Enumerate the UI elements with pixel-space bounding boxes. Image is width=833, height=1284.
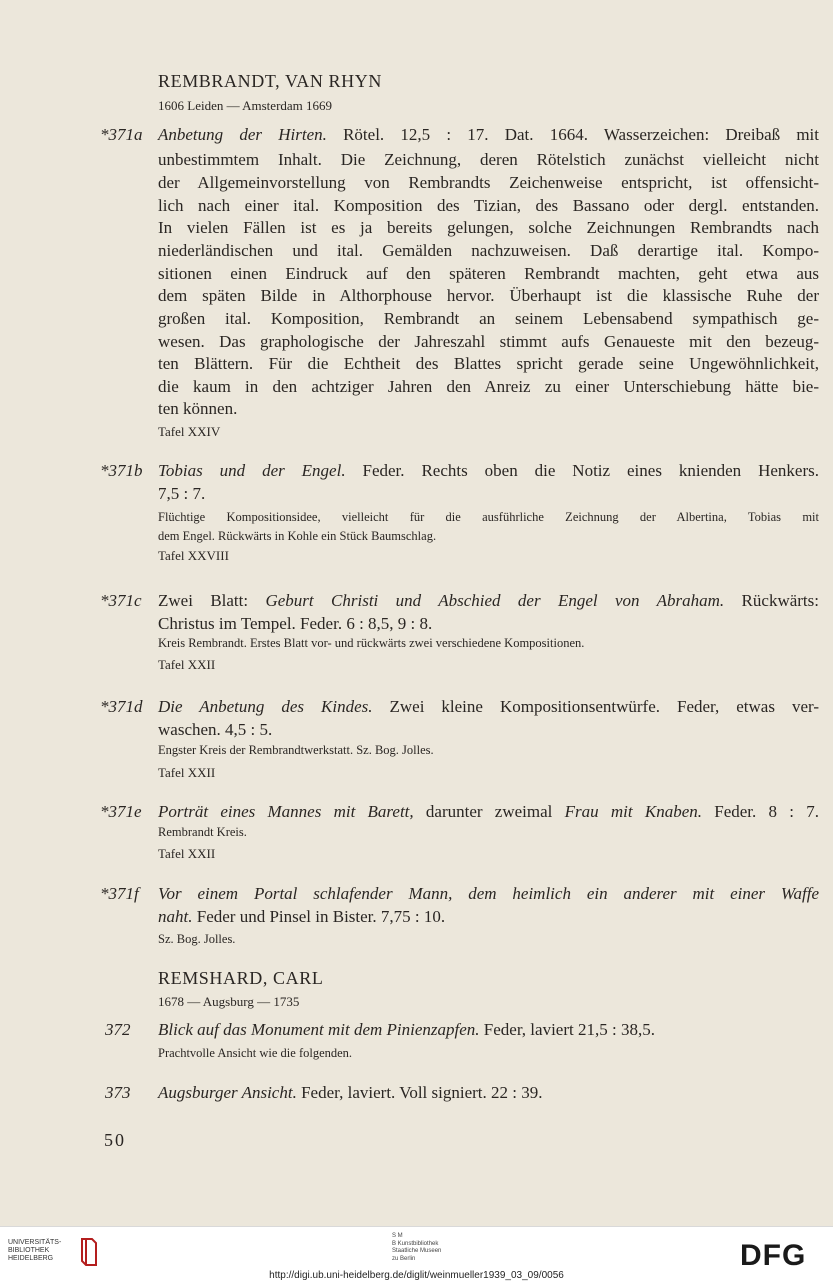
entry-number: *371c bbox=[100, 591, 142, 610]
entry-text-line: großen ital. Komposition, Rembrandt an seinem Lebensabend sympathisch ge- bbox=[158, 309, 819, 328]
source-url[interactable]: http://digi.ub.uni-heidelberg.de/diglit/weinmueller1939_03_09/0056 bbox=[269, 1270, 564, 1281]
artist-name: REMSHARD, CARL bbox=[158, 968, 324, 988]
entry-title: Anbetung der Hirten. bbox=[158, 125, 327, 144]
entry-number: 373 bbox=[105, 1083, 131, 1102]
entry-text-line: lich nach einer ital. Komposition des Tizian, des Bassano oder dergl. entstanden. bbox=[158, 196, 819, 215]
entry-text-line: Zwei Blatt: Geburt Christi und Abschied der Engel von Abraham. Rückwärts: bbox=[158, 591, 819, 610]
entry-text-line: dem späten Bilde in Althorphouse hervor. Überhaupt ist die klassische Ruhe der bbox=[158, 286, 819, 305]
entry-text-line: Blick auf das Monument mit dem Pinienzapfen. Feder, laviert 21,5 : 38,5. bbox=[158, 1020, 655, 1039]
entry-title: naht. bbox=[158, 907, 193, 926]
entry-text-line: sitionen einen Eindruck auf den späteren Rembrandt machten, geht etwa aus bbox=[158, 264, 819, 283]
museum-credit: S M B Kunstbibliothek Staatliche Museen zu Berlin bbox=[392, 1233, 442, 1262]
entry-number: *371a bbox=[100, 125, 143, 144]
plate-reference: Tafel XXII bbox=[158, 846, 216, 861]
entry-note: dem Engel. Rückwärts in Kohle ein Stück Baumschlag. bbox=[158, 529, 437, 543]
entry-text-line: ten Blättern. Für die Echtheit des Blattes spricht gerade seine Ungewöhnlichkeit, bbox=[158, 354, 819, 373]
plate-reference: Tafel XXII bbox=[158, 657, 216, 672]
entry-text-line bbox=[158, 884, 819, 904]
plate-reference: Tafel XXVIII bbox=[158, 548, 229, 563]
entry-number: *371d bbox=[100, 697, 143, 716]
entry-text-line: niederländischen und ital. Gemälden nachzuweisen. Daß derartige ital. Kompo- bbox=[158, 241, 819, 260]
page-number: 50 bbox=[104, 1130, 126, 1150]
entry-title: Die Anbetung des Kindes. bbox=[158, 697, 373, 716]
entry-title: Geburt Christi und Abschied der Engel von Abraham. bbox=[265, 591, 725, 610]
entry-text-line: Anbetung der Hirten. Rötel. 12,5 : 17. Dat. 1664. Wasserzeichen: Dreibaß mit bbox=[158, 125, 820, 144]
artist-dates: 1678 — Augsburg — 1735 bbox=[158, 994, 300, 1009]
entry-number: 372 bbox=[105, 1020, 131, 1039]
entry-number: *371f bbox=[100, 884, 139, 903]
plate-reference: Tafel XXIV bbox=[158, 424, 221, 439]
entry-title: Frau mit Knaben. bbox=[564, 802, 703, 821]
entry-text-line: Porträt eines Mannes mit Barett, darunter zweimal Frau mit Knaben. Feder. 8 : 7. bbox=[158, 802, 820, 821]
entry-text-line: 7,5 : 7. bbox=[158, 484, 206, 503]
entry-title: Tobias und der Engel. bbox=[158, 461, 346, 480]
entry-note: Rembrandt Kreis. bbox=[158, 825, 247, 839]
entry-text-line: In vielen Fällen ist es ja bereits gelungen, solche Zeichnungen Rembrandts nach bbox=[158, 218, 819, 237]
library-name: UNIVERSITÄTS- BIBLIOTHEK HEIDELBERG bbox=[8, 1239, 62, 1262]
entry-note: Kreis Rembrandt. Erstes Blatt vor- und rückwärts zwei verschiedene Kompositionen. bbox=[158, 636, 585, 650]
entry-text-line: waschen. 4,5 : 5. bbox=[158, 720, 273, 739]
entry-text-line: Die Anbetung des Kindes. Zwei kleine Kompositionsentwürfe. Feder, etwas ver- bbox=[158, 697, 819, 716]
plate-reference: Tafel XXII bbox=[158, 765, 216, 780]
entry-text-line: ten können. bbox=[158, 399, 238, 418]
entry-number: *371b bbox=[100, 461, 143, 480]
entry-text-line: Christus im Tempel. Feder. 6 : 8,5, 9 : 8. bbox=[158, 614, 433, 633]
entry-note: Engster Kreis der Rembrandtwerkstatt. Sz. Bog. Jolles. bbox=[158, 743, 434, 757]
entry-text-line: die kaum in den achtziger Jahren den Anreiz zu einer Unterschiebung hätte bie- bbox=[158, 377, 819, 396]
artist-dates: 1606 Leiden — Amsterdam 1669 bbox=[158, 98, 333, 113]
entry-text-line: Augsburger Ansicht. Feder, laviert. Voll signiert. 22 : 39. bbox=[158, 1083, 543, 1102]
viewer-footer bbox=[0, 1226, 833, 1284]
entry-title: Blick auf das Monument mit dem Pinienzapfen. bbox=[158, 1020, 480, 1039]
entry-text-line: unbestimmtem Inhalt. Die Zeichnung, deren Rötelstich zunächst vielleicht nicht bbox=[158, 150, 819, 169]
entry-text-line: der Allgemeinvorstellung von Rembrandts Zeichenweise entspricht, ist offensicht- bbox=[158, 173, 819, 192]
entry-note: Sz. Bog. Jolles. bbox=[158, 932, 236, 946]
entry-title: Porträt eines Mannes mit Barett, bbox=[158, 802, 414, 821]
entry-title: Vor einem Portal schlafender Mann, dem heimlich ein anderer mit einer Waffe bbox=[158, 884, 819, 903]
artist-name: REMBRANDT, VAN RHYN bbox=[158, 71, 382, 91]
library-logo-icon bbox=[80, 1235, 98, 1269]
entry-title: Augsburger Ansicht. bbox=[158, 1083, 297, 1102]
entry-text-line: naht. Feder und Pinsel in Bister. 7,75 : 10. bbox=[158, 907, 446, 926]
entry-text-line: Tobias und der Engel. Feder. Rechts oben die Notiz eines knienden Henkers. bbox=[158, 461, 819, 480]
entry-note: Flüchtige Kompositionsidee, vielleicht für die ausführliche Zeichnung der Albertina, Tobias mit bbox=[158, 510, 819, 524]
entry-text-line: wesen. Das graphologische der Jahreszahl stimmt aufs Genaueste mit den bezeug- bbox=[158, 332, 819, 351]
dfg-logo: DFG bbox=[740, 1239, 807, 1272]
entry-note: Prachtvolle Ansicht wie die folgenden. bbox=[158, 1046, 353, 1060]
entry-number: *371e bbox=[100, 802, 142, 821]
